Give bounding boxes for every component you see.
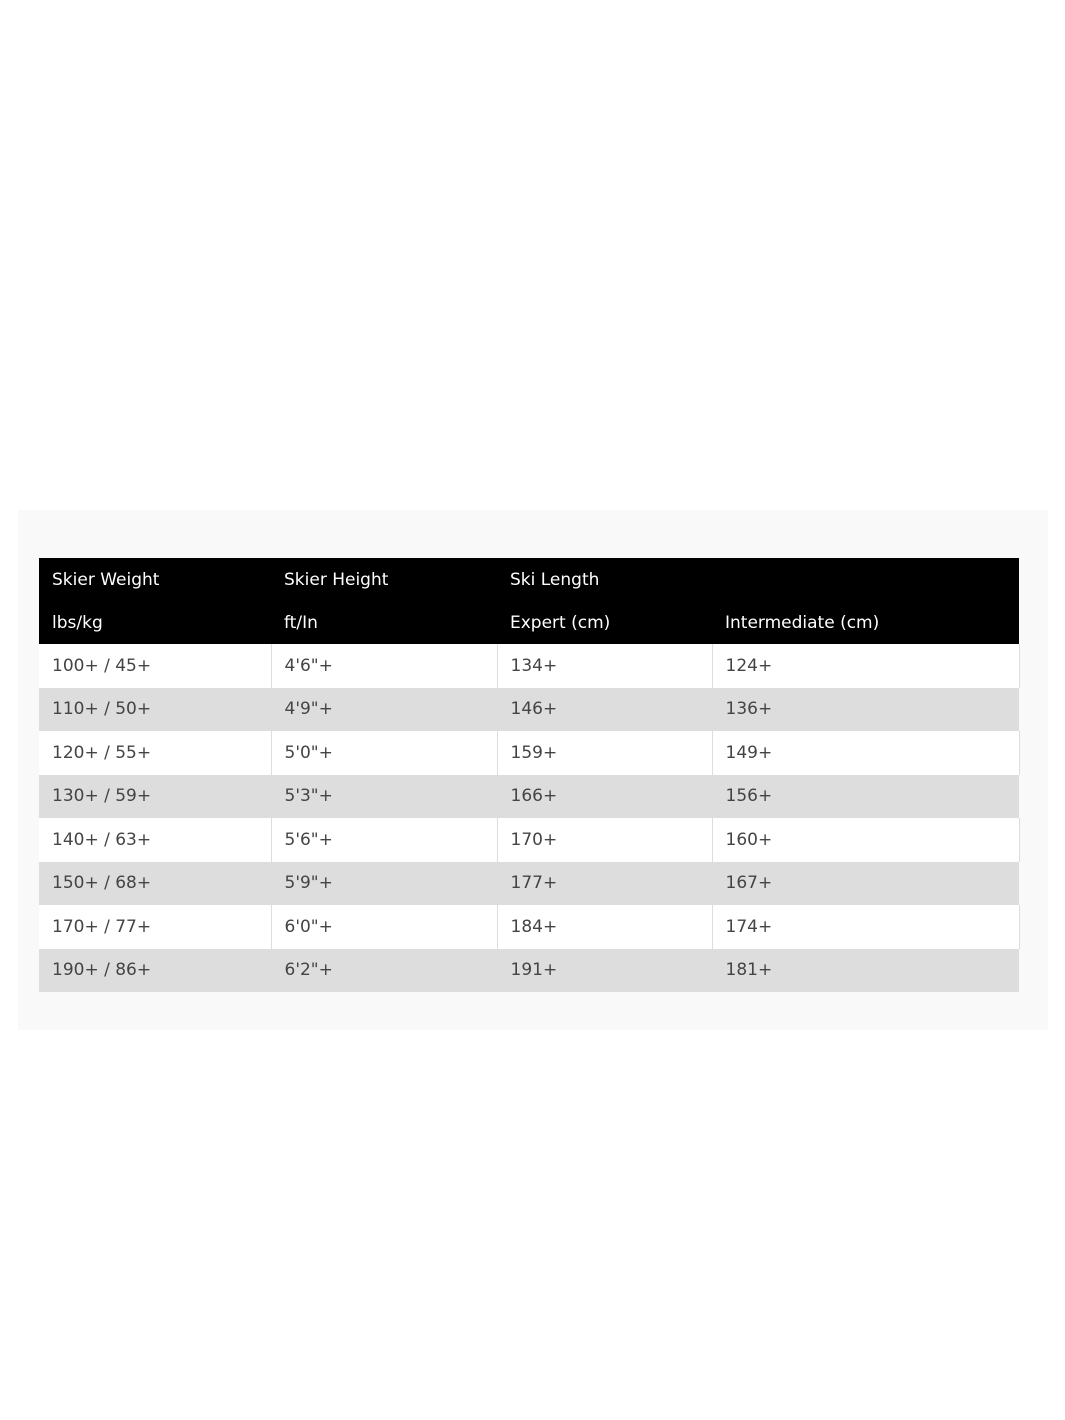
cell-expert-length: 177+ bbox=[497, 862, 712, 906]
table-row bbox=[39, 818, 1019, 862]
header-ski-length: Ski Length bbox=[497, 558, 712, 601]
header-skier-height: Skier Height bbox=[271, 558, 497, 601]
cell-intermediate-length: 167+ bbox=[712, 862, 1019, 906]
table-row bbox=[39, 949, 1019, 993]
cell-intermediate-length: 124+ bbox=[712, 644, 1019, 688]
table-body bbox=[39, 644, 1019, 992]
cell-height: 6'0"+ bbox=[271, 905, 497, 949]
header-skier-weight: Skier Weight bbox=[39, 558, 271, 601]
cell-intermediate-length: 136+ bbox=[712, 688, 1019, 732]
table-row bbox=[39, 644, 1019, 688]
header-units-row bbox=[39, 601, 1019, 644]
cell-expert-length: 146+ bbox=[497, 688, 712, 732]
cell-weight: 110+ / 50+ bbox=[39, 688, 271, 732]
cell-expert-length: 170+ bbox=[497, 818, 712, 862]
cell-height: 5'9"+ bbox=[271, 862, 497, 906]
header-row bbox=[39, 558, 1019, 601]
cell-height: 4'6"+ bbox=[271, 644, 497, 688]
cell-expert-length: 184+ bbox=[497, 905, 712, 949]
table-row bbox=[39, 905, 1019, 949]
ski-size-table bbox=[39, 558, 1020, 992]
table-row bbox=[39, 731, 1019, 775]
table-row bbox=[39, 862, 1019, 906]
header-weight-unit: lbs/kg bbox=[39, 601, 271, 644]
cell-intermediate-length: 160+ bbox=[712, 818, 1019, 862]
header-empty bbox=[712, 558, 1019, 601]
cell-weight: 140+ / 63+ bbox=[39, 818, 271, 862]
cell-weight: 100+ / 45+ bbox=[39, 644, 271, 688]
cell-weight: 130+ / 59+ bbox=[39, 775, 271, 819]
cell-weight: 170+ / 77+ bbox=[39, 905, 271, 949]
cell-expert-length: 166+ bbox=[497, 775, 712, 819]
cell-height: 5'0"+ bbox=[271, 731, 497, 775]
header-expert-length: Expert (cm) bbox=[497, 601, 712, 644]
header-intermediate-length: Intermediate (cm) bbox=[712, 601, 1019, 644]
header-height-unit: ft/In bbox=[271, 601, 497, 644]
cell-intermediate-length: 181+ bbox=[712, 949, 1019, 993]
cell-height: 4'9"+ bbox=[271, 688, 497, 732]
table-row bbox=[39, 775, 1019, 819]
cell-expert-length: 134+ bbox=[497, 644, 712, 688]
table-header bbox=[39, 558, 1019, 644]
cell-weight: 190+ / 86+ bbox=[39, 949, 271, 993]
cell-expert-length: 159+ bbox=[497, 731, 712, 775]
cell-expert-length: 191+ bbox=[497, 949, 712, 993]
cell-intermediate-length: 174+ bbox=[712, 905, 1019, 949]
cell-intermediate-length: 149+ bbox=[712, 731, 1019, 775]
cell-height: 5'6"+ bbox=[271, 818, 497, 862]
cell-height: 6'2"+ bbox=[271, 949, 497, 993]
cell-weight: 150+ / 68+ bbox=[39, 862, 271, 906]
table-row bbox=[39, 688, 1019, 732]
cell-weight: 120+ / 55+ bbox=[39, 731, 271, 775]
cell-intermediate-length: 156+ bbox=[712, 775, 1019, 819]
cell-height: 5'3"+ bbox=[271, 775, 497, 819]
